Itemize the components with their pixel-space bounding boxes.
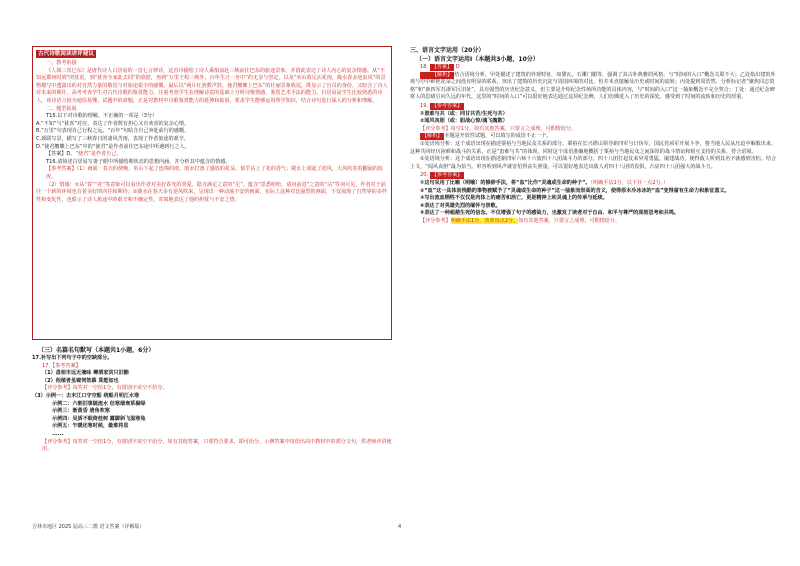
teach-paragraph: 《人域三次巳东》是唐代诗人白居易的一首七言律诗，这首诗描绘了诗人乘船前赴三峡前往巴东的旅途景象，并借此表达了诗人内心的复杂情感。从“不知远郡何时到”的忧虑，到“犹喜全家此去同”的欣慰，再到“万里王程三峡外，百年生计一舟中”的无奈与坚定，以及“巫山暮足沾花雨，陇水春多逆浪风”的景物描写中透露出的对自然力量的敬畏与对旅途艰辛的感慨。最后以“两片红旌数声鼓，使君艛艓上巴东”的壮丽景象收尾，既显示了官员的身份，又暗含了诗人对未来的期许。高考考查学生对古代诗歌的鉴赏能力，注重考查学生在理解诗意的基础上分析诗歌情感、鉴赏艺术手法的能力。白居易是学生比较熟悉的诗人，该诗语言较为通俗易懂，试题中的命题，正是对教材中诗歌鉴赏能力的延伸和拓展，要求学生能够运用所学知识，结合诗句进行深入的分析和理解。 xyxy=(36,67,388,104)
page-footer: 吉林市地区 2025 届高三二模 语文答案（详解版） xyxy=(32,524,145,530)
section-3 xyxy=(32,346,400,454)
option-d: D.“使君艛艓上巴东”中的“使君”是作者前往巴东途中所遇到行之人。 xyxy=(36,143,190,150)
q19-header xyxy=(410,103,778,111)
q17-answer-3: （3）示例一：去未江口守空船 绕船月明江水寒 xyxy=(32,392,140,399)
option-c: C.颈联写景，描写了三峡春日的凄风苦雨，表现了作者旅途的艰辛。 xyxy=(36,135,189,142)
q20-score xyxy=(410,218,778,226)
q17-score-note-2: 【评分参考】每答对一空给1分，有错别字该空不给分。如有其他答案，只要符合要求，即可给分，示例答案中仅给出高中教材中的部分文句，供老师评讲使用。 xyxy=(42,438,392,453)
reference-answer-1 xyxy=(36,166,388,181)
q17-example-2: 示例二：六朝旧事随流水 但寒烟衰草凝绿 xyxy=(52,400,146,407)
box-title: 古代诗歌阅读讲评建议 xyxy=(38,51,94,57)
q18-answer-value: D xyxy=(455,64,460,70)
q17-score-note-1: 【评分参考】每答对一空给1分，有错别字该空不给分。 xyxy=(42,385,168,392)
section-3-heading: （三）名篇名句默写（本题共1小题，6分） xyxy=(38,347,155,354)
q18-answer-tag: 【答案】 xyxy=(431,64,453,70)
q17-stem: 17.补写出下列句子中的空缺部分。 xyxy=(32,355,113,361)
q20-answer-2: ②“血”这一具体而残酷的事物被赋予了“灵魂或生命的种子”这一抽象而崇高的含义，使得原本冷冰冰的“血”变得富有生命力和象征意义。 xyxy=(420,187,730,194)
section-heading: 三、语言文字运用（20分） xyxy=(410,47,485,54)
section-language xyxy=(410,46,778,225)
question-16: T16.请简述白居易写妻子眼中所描绘期状态的思想内涵，并分析其中蕴含的情感。 xyxy=(46,158,231,165)
poetry-review-box xyxy=(32,46,392,340)
q19-explain-tag: 【解析】 xyxy=(422,133,443,140)
q17-ellipsis: ...... xyxy=(52,430,64,437)
q18-number: 18. xyxy=(420,64,429,70)
q17-example-3: 示例三：渐黄昏 清角吹寒 xyxy=(52,408,110,415)
answer-label: 【答案】D。 xyxy=(46,151,76,158)
q19-explain-1 xyxy=(410,133,778,141)
q18-explain-text: 结合语境分析，甲处描述了建筑的外观特征，如黛瓦、石雕门楣等，强调了其古朴典雅的风格，与“时间的入口”概念关联不大；乙处指出建筑外观与空中鲜艳花朵之间没有明显的联系，突出了建筑的历史沉淀与周围环境的对比，但并未直接触及历史或时间的流转；丙处提到周浩然，分析标记者“聚焦同志资格”和“新四军苏浙军区旧址”，具有强烈的历史纪念意义，但主要是介绍纪念性场所功能的具体内容，与“时间的入口”这一抽象概念不完全契合；丁处：通过纪念碑将人的思绪引向久远的年代，这里的“时间的入口”可以很好地表达通过这块纪念碑，人们仿佛进入了历史的深处，感受到了时间的流转和历史的厚重。 xyxy=(410,71,776,101)
q17-example-4: 示例四：吴质不眠倚桂树 露脚斜飞湿寒兔 xyxy=(52,415,146,422)
reference-line-2: （2）情感：①从“春”“花”等意象可以看出作者对美好春光的喜爱，隐含满足之意的“足”，蕴含“思悉哈哈，请问前进”之意的“沾”等词可见，作者对于前往一个新的环境也有着美好的向往和期待；②陇水在春天多有逆风吹来，呈现出一种动荡不安的画面，实际上这种对比强烈的画面，不仅展现了自然界的多样性和变化性，也暗示了诗人旅途中的艰辛和不确定性，寄寓地表达了他的担忧与不安之情。 xyxy=(36,181,387,203)
ext-heading: 二、题型拓展 xyxy=(46,105,77,112)
q19-explain-3: ②处语境分析：这个成语出现在描述新四军六师十六旅四十八团战斗力的部分。四十八团打起仗来异常勇猛，屡建战功，使得敌人听到其名字就感到害怕。结合上文，“闻风丧胆”最为恰当。形容听到风声就害怕得丧失胆量，可以很好地表达出敌人对四十八团的畏惧，凸显四十八团强大的战斗力。 xyxy=(410,156,777,170)
q19-score: 【评分参考】每空1分。如有其他答案，只要言之成理，可酌情给分。 xyxy=(420,125,577,132)
page-number: 4 xyxy=(398,524,402,530)
option-a: A.“不知”与“犹喜”对应，表达了作者既有担心又有欢喜的复杂心情。 xyxy=(36,120,190,127)
option-b: B.“万里”句表现自己行程之远，“百年”句暗含自己奔赴前行的感慨。 xyxy=(36,128,190,135)
q20-score-highlight: 明确手法1分，效果每点2分。 xyxy=(450,217,519,224)
reference-line-1: （1）画面：春天的傍晚，巫山下起了连绵的雨，雨水打落了盛放的花朵，似乎沾上了花的香气；陇水上刮起了逆风，大风吹卷着翻涌的浪涛。 xyxy=(46,166,383,180)
teach-heading: 一、教考衔接 xyxy=(46,60,77,66)
q20-number: 20. xyxy=(420,172,429,179)
q18-explain-tag: 【解析】 xyxy=(420,72,454,79)
answer-text: “使君”是作者自己。 xyxy=(75,151,122,158)
q17-answer-2: （2）他植者虽窥伺效慕 莫能如也 xyxy=(42,377,119,384)
sub-heading: （一）语言文字运用Ⅰ（本题共3小题，10分） xyxy=(416,56,539,63)
q20-answer-1-text: ①这句采用了比喻（明喻）的修辞手法，将“血”比作“灵魂或生命的种子”。 xyxy=(420,179,591,186)
q20-answer-5: ⑤表达了一种超越生死的信念。不仅增强了句子的感染力，也激发了读者对于自由、和平与尊严的深刻思考和共鸣。 xyxy=(420,210,680,217)
question-stem: T15.以下对诗歌的理解，不正确的一项是（3分） xyxy=(46,113,158,120)
q20-tag: 【参考答案】 xyxy=(431,172,463,179)
q19-answer-2: ②闻风丧胆（或：胆战心惊/魂飞魄散） xyxy=(420,118,508,125)
q20-header xyxy=(410,172,778,180)
reference-label: 【参考答案】 xyxy=(46,166,77,173)
q20-answer-1 xyxy=(410,180,778,188)
q17-answer-1: （1）盘桓市远无兼味 樽酒家贫只旧醅 xyxy=(42,370,129,377)
q19-number: 19. xyxy=(420,102,429,109)
q20-score-tag: 【评分参考】 xyxy=(420,217,451,224)
q17-example-5: 示例五：乍暖还寒时候，最难将息 xyxy=(52,423,129,430)
q20-score-rest: 如有其他答案，只要言之成理，可酌情给分。 xyxy=(518,217,621,224)
q19-explain-text-1: 本题是开放性试题，可以填写的成语不止一个。 xyxy=(444,133,552,140)
q18-answer xyxy=(410,64,778,72)
q19-tag: 【参考答案】 xyxy=(431,102,463,109)
q17-answer-tag: 17.【参考答案】 xyxy=(42,362,81,369)
q20-answer-3: ③写出流血牺牲不仅仅是肉体上的痛苦和消亡，更是精神上和灵魂上的传承与延续。 xyxy=(420,195,608,202)
q20-answer-1-note: （明确手法1分，以下任一点2分。） xyxy=(590,179,669,186)
q19-explain-2: ①处语境分析：这个成语出现在描述粟裕与当地民众关系的部分。粟裕在长兴堪山领导新四军与日伪军，国民党顽军开展斗争，将当地人民从压迫中解救出来，这种共同经历困难和战斗的关系，正是“患难与共”的体现。同时这个成语准确地概括了粟裕与当地民众之间深厚的战斗情谊和相互支持的关系，符合语境。 xyxy=(410,140,777,155)
answer-line xyxy=(36,151,388,159)
q18-explain xyxy=(410,72,778,102)
q20-answer-4: ④表达了对英雄先烈的缅怀与崇敬。 xyxy=(420,202,501,209)
q19-answer-1: ①患难与共（或：同甘共苦/生死与共） xyxy=(420,110,508,117)
